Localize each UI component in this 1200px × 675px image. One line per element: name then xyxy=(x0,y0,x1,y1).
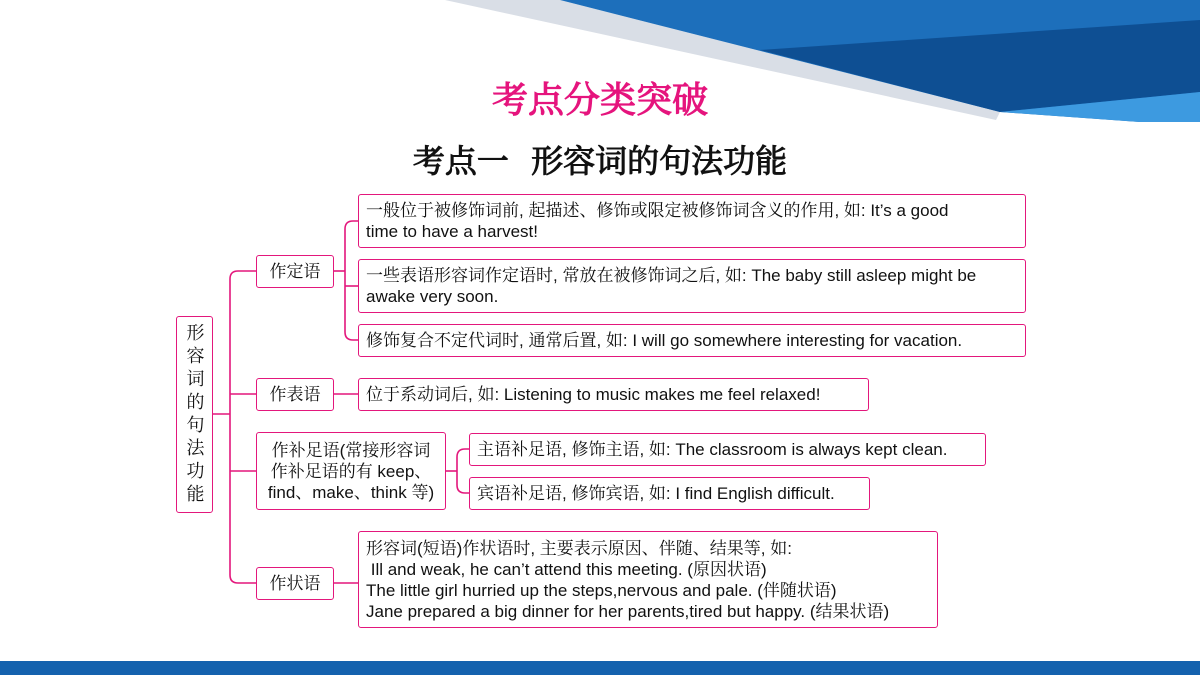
branch-label: 作补足语的有 keep、 xyxy=(270,461,432,481)
attributive-item-1 xyxy=(358,194,1026,248)
item-text-line: Jane prepared a big dinner for her parents,tired but happy. (结果状语) xyxy=(366,601,890,621)
item-text-line: 修饰复合不定代词时, 通常后置, 如: I will go somewhere interesting for vacation. xyxy=(366,331,963,350)
item-text-line: time to have a harvest! xyxy=(366,222,538,241)
item-text-line: awake very soon. xyxy=(366,287,499,306)
complement-item-2 xyxy=(469,477,870,510)
attributive-item-2 xyxy=(358,259,1026,313)
attributive-item-3 xyxy=(358,324,1026,357)
item-text-line: The little girl hurried up the steps,nervous and pale. (伴随状语) xyxy=(366,580,837,600)
connector-attributive-fork xyxy=(345,221,358,340)
item-text-line: 形容词(短语)作状语时, 主要表示原因、伴随、结果等, 如: xyxy=(366,538,792,558)
connector-spine xyxy=(230,271,256,583)
footer-bar xyxy=(0,661,1200,675)
predicative-item-1 xyxy=(358,378,869,411)
branch-label: 作状语 xyxy=(269,574,321,593)
branch-predicative xyxy=(256,378,334,411)
branch-adverbial xyxy=(256,567,334,600)
branch-attributive xyxy=(256,255,334,288)
slide-title: 考点分类突破 xyxy=(491,80,708,121)
slide-subtitle: 考点一 形容词的句法功能 xyxy=(412,142,788,180)
mindmap-root-label: 形容词的句法功能 xyxy=(184,322,205,507)
mindmap-root xyxy=(176,316,213,513)
item-text-line: 位于系动词后, 如: Listening to music makes me feel relaxed! xyxy=(366,385,821,404)
adverbial-item-1 xyxy=(358,531,938,628)
branch-label: find、make、think 等) xyxy=(267,482,435,502)
branch-label: 作定语 xyxy=(269,262,321,281)
branch-label: 作表语 xyxy=(269,385,321,404)
item-text-line: Ill and weak, he can’t attend this meeting. (原因状语) xyxy=(366,559,767,579)
complement-item-1 xyxy=(469,433,986,466)
item-text-line: 一般位于被修饰词前, 起描述、修饰或限定被修饰词含义的作用, 如: It’s a good xyxy=(366,201,949,220)
branch-label: 作补足语(常接形容词 xyxy=(271,440,431,460)
item-text-line: 主语补足语, 修饰主语, 如: The classroom is always kept clean. xyxy=(477,440,948,459)
item-text-line: 宾语补足语, 修饰宾语, 如: I find English difficult. xyxy=(477,484,835,503)
connector-complement-fork xyxy=(457,449,469,493)
item-text-line: 一些表语形容词作定语时, 常放在被修饰词之后, 如: The baby still asleep might be xyxy=(366,266,977,285)
branch-complement xyxy=(256,432,446,510)
